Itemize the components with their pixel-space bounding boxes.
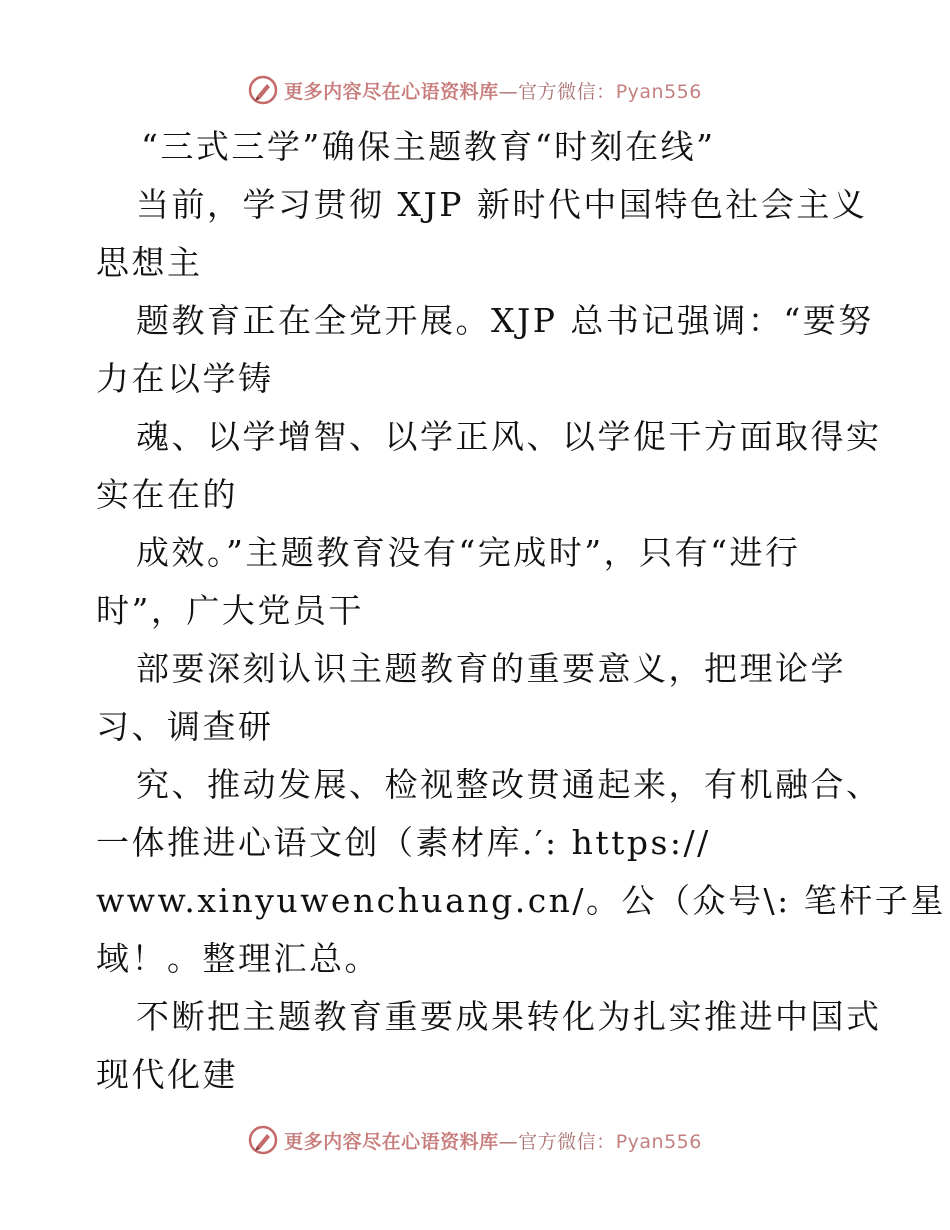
body-line: 习、调查研 bbox=[96, 707, 274, 746]
body-line: 部要深刻认识主题教育的重要意义，把理论学 bbox=[136, 649, 846, 688]
body-line: 力在以学铸 bbox=[96, 359, 274, 398]
body-line: www.xinyuwenchuang.cn/。公（众号\: 笔杆子星 bbox=[96, 881, 946, 920]
body-line: 不断把主题教育重要成果转化为扎实推进中国式 bbox=[136, 997, 882, 1036]
pen-circle-logo-icon bbox=[248, 1125, 278, 1155]
watermark-main-text: 更多内容尽在心语资料库 bbox=[284, 1130, 499, 1153]
body-line: 域！。整理汇总。 bbox=[96, 939, 380, 978]
watermark-official-text: —官方微信： bbox=[498, 1130, 616, 1153]
watermark-official-text: —官方微信： bbox=[498, 80, 616, 103]
watermark-text bbox=[284, 77, 702, 104]
body-line: 究、推动发展、检视整改贯通起来，有机融合、 bbox=[136, 765, 882, 804]
footer-watermark bbox=[0, 1120, 950, 1160]
watermark-main-text: 更多内容尽在心语资料库 bbox=[284, 80, 499, 103]
header-watermark bbox=[0, 70, 950, 110]
document-title: “三式三学”确保主题教育“时刻在线” bbox=[141, 127, 716, 166]
body-line: 成效。”主题教育没有“完成时”，只有“进行 bbox=[136, 533, 801, 572]
watermark-wechat-id: Pyan556 bbox=[615, 80, 702, 103]
body-line: 一体推进心语文创（素材库.′: https:// bbox=[96, 823, 711, 862]
pen-circle-logo-icon bbox=[248, 75, 278, 105]
body-line: 题教育正在全党开展。XJP 总书记强调：“要努 bbox=[136, 301, 874, 340]
body-line: 当前，学习贯彻 XJP 新时代中国特色社会主义 bbox=[136, 185, 868, 224]
body-line: 时”，广大党员干 bbox=[96, 591, 364, 630]
body-line: 实在在的 bbox=[96, 475, 238, 514]
body-line: 现代化建 bbox=[96, 1055, 238, 1094]
document-body bbox=[96, 118, 946, 1104]
body-line: 思想主 bbox=[96, 243, 203, 282]
watermark-wechat-id: Pyan556 bbox=[615, 1130, 702, 1153]
body-line: 魂、以学增智、以学正风、以学促干方面取得实 bbox=[136, 417, 882, 456]
watermark-text bbox=[284, 1127, 702, 1154]
